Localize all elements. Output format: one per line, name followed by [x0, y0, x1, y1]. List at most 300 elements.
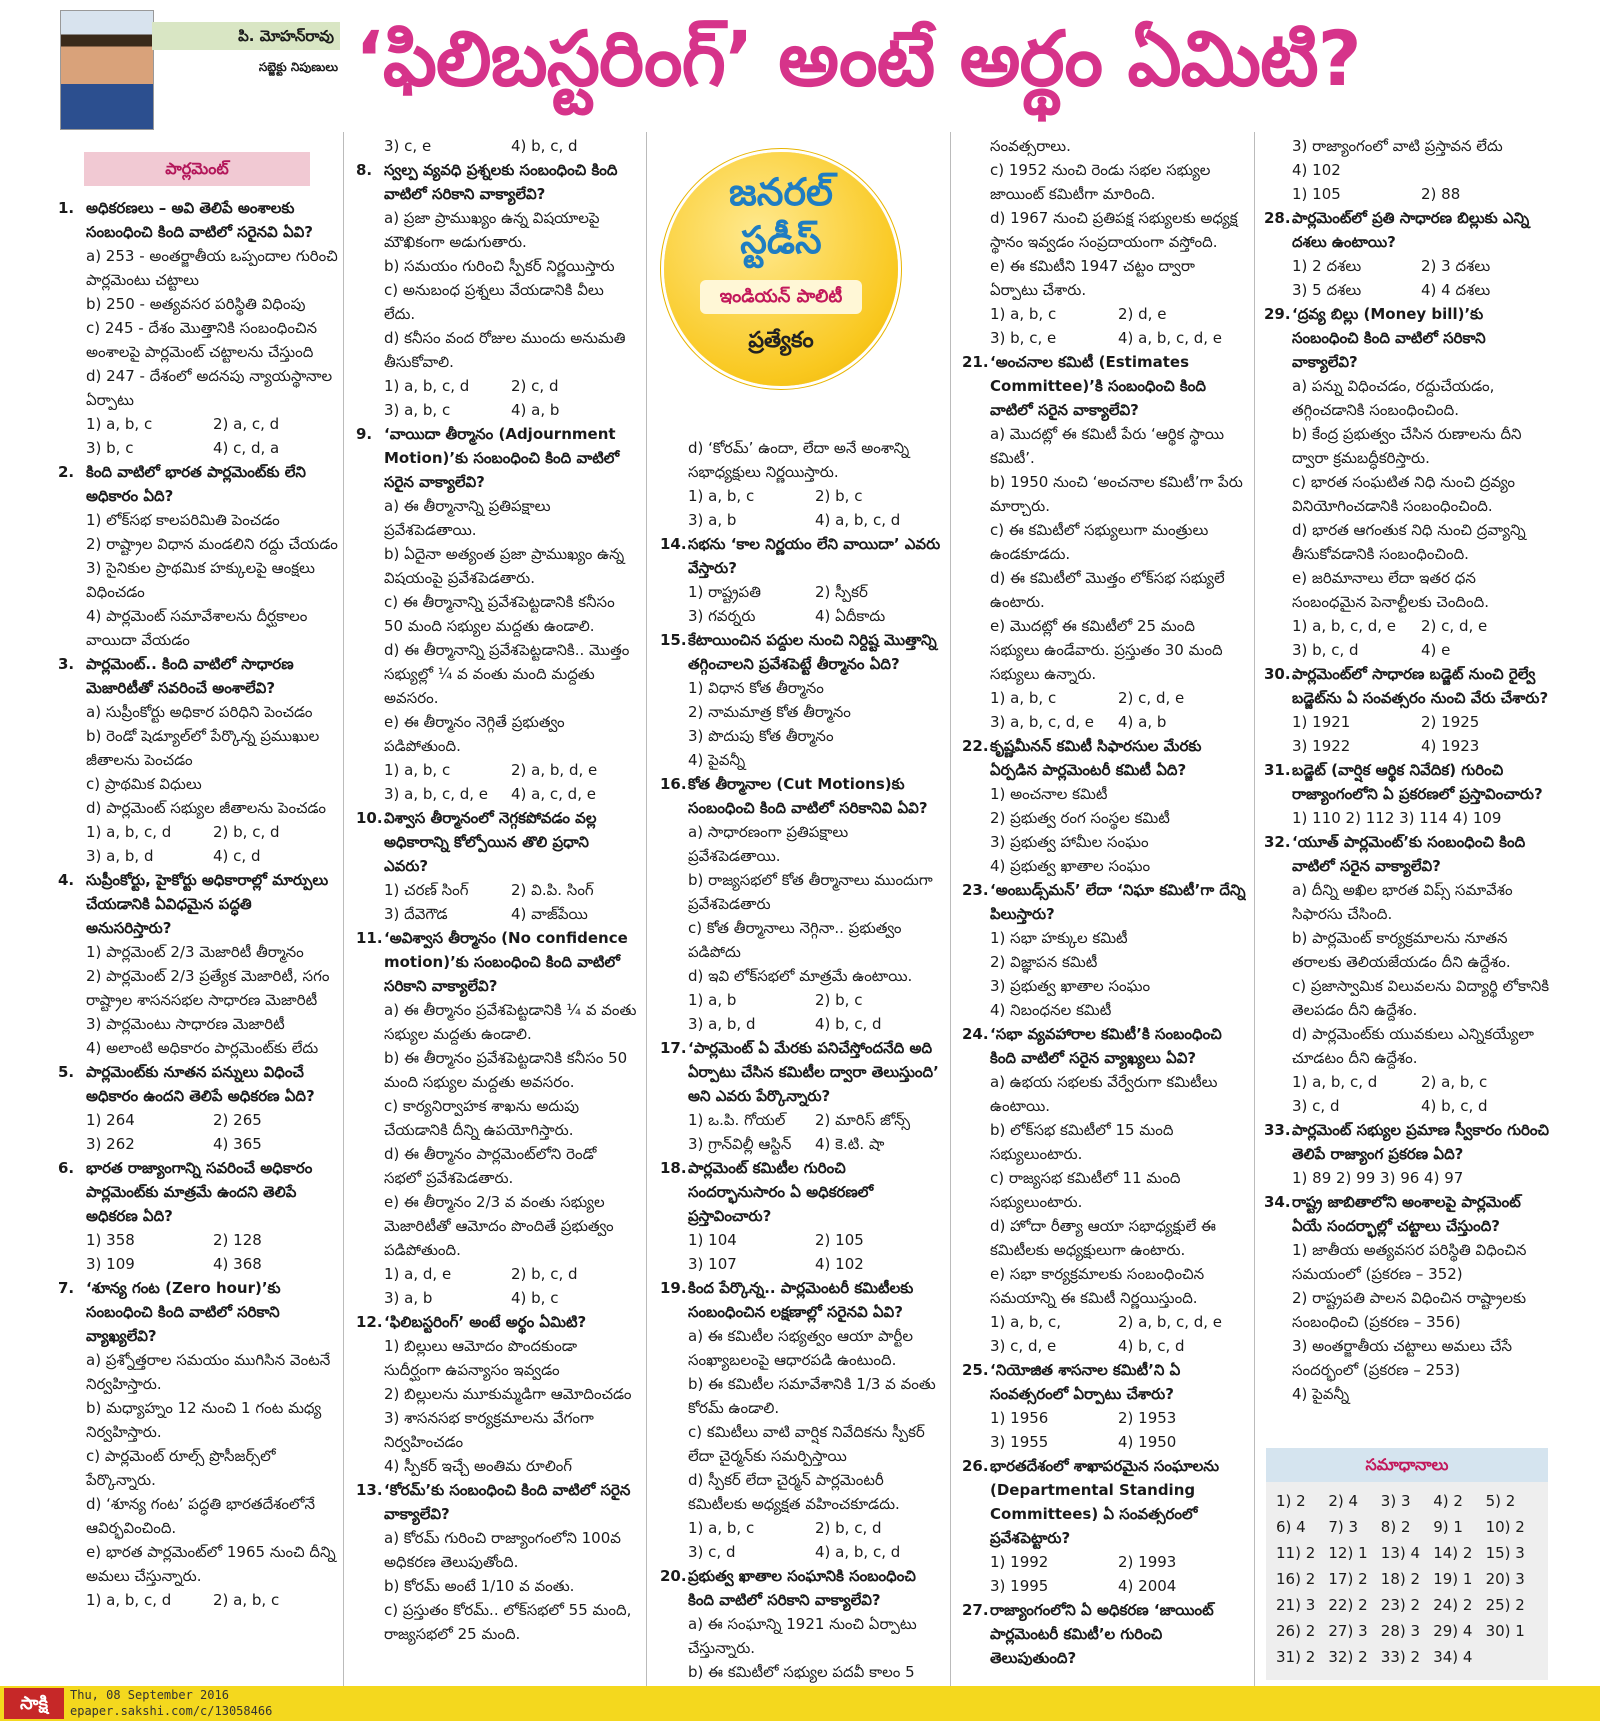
answer-choice: 1) ఒ.పి. గోయల్	[688, 1111, 786, 1129]
question-block	[1264, 134, 1550, 206]
question-number: 6.	[58, 1159, 75, 1177]
question-column-5	[1264, 134, 1550, 1444]
answer-choice-row	[660, 1012, 942, 1036]
question-option: 3) సైనికుల ప్రాథమిక హక్కులపై ఆంక్షలు విధించడం	[86, 559, 315, 601]
question-number: 22.	[962, 737, 989, 755]
question-column-1	[58, 196, 340, 1686]
answer-choice: 1) a, b, c, d	[86, 1591, 172, 1609]
answer-choice-row	[660, 988, 942, 1012]
answer-choice-row	[356, 758, 638, 782]
answer-choice: 4) c, d, a	[213, 439, 280, 457]
answer-choice-row	[660, 1108, 942, 1132]
answer-choice: 3) a, b, c, d, e	[990, 713, 1095, 731]
question-number: 29.	[1264, 305, 1291, 323]
answer-choice-row	[1264, 1094, 1550, 1118]
answer-key-item: 12) 1	[1328, 1544, 1368, 1562]
answer-choice: 2) c, d	[511, 377, 559, 395]
answer-choice: 2) వి.పి. సింగ్	[511, 881, 594, 899]
answer-key-item: 18) 2	[1380, 1570, 1421, 1588]
question-option: a) ఉభయ సభలకు వేర్వేరుగా కమిటీలు ఉంటాయి.	[990, 1073, 1218, 1115]
answer-choice-row	[356, 1262, 638, 1286]
question-option: 1) జాతీయ అత్యవసర పరిస్థితి విధించిన సమయంలో (ప్రకరణ – 352)	[1292, 1241, 1527, 1283]
question-text: ‘పార్లమెంట్ ఏ మేరకు పనిచేస్తోందనేది అది ఏర్పాటు చేసిన కమిటీల ద్వారా తెలుస్తుంది’ అని ఎవరు పేర్కొన్నారు?	[688, 1039, 939, 1105]
question-number: 11.	[356, 929, 383, 947]
answer-choice: 2) 88	[1421, 185, 1461, 203]
question-text: కృష్ణమీనన్ కమిటీ సిఫారసుల మేరకు ఏర్పడిన పార్లమెంటరీ కమిటీ ఏది?	[990, 737, 1202, 779]
answer-choice-row	[660, 484, 942, 508]
answers-box	[1266, 1448, 1548, 1680]
question-option: 1) 89 2) 99 3) 96 4) 97	[1292, 1169, 1464, 1187]
answer-choice: 1) 1921	[1292, 713, 1351, 731]
answer-choice: 2) a, b, c	[1421, 1073, 1488, 1091]
answer-choice: 1) 358	[86, 1231, 135, 1249]
question-option: 2) నామమాత్ర కోత తీర్మానం	[688, 703, 851, 721]
answer-choice: 1) a, b, c, d	[1292, 1073, 1378, 1091]
answer-key-item: 19) 1	[1433, 1570, 1473, 1588]
answer-choice: 3) దేవెగౌడ	[384, 905, 448, 923]
question-heading	[660, 1564, 942, 1612]
answer-choice-row	[356, 134, 638, 158]
answer-choice: 2) b, c, d	[213, 823, 280, 841]
answer-choice: 3) b, c, d	[1292, 641, 1359, 659]
question-option: 1) బిల్లులు ఆమోదం పొందకుండా సుదీర్ఘంగా ఉపన్యాసం ఇవ్వడం	[384, 1337, 577, 1379]
question-text: ‘అంబుడ్స్‌మన్’ లేదా ‘నిఘా కమిటీ’గా దేన్ని పిలుస్తారు?	[990, 881, 1246, 923]
question-option: d) హోదా రీత్యా ఆయా సభాధ్యక్షులే ఈ కమిటీలకు అధ్యక్షులుగా ఉంటారు.	[990, 1217, 1216, 1259]
answer-choice: 4) 1923	[1421, 737, 1480, 755]
answer-choice: 2) మారిస్ జోన్స్	[815, 1111, 911, 1129]
answer-key-item: 3) 3	[1380, 1492, 1411, 1510]
question-heading	[660, 628, 942, 676]
answer-choice: 2) 1993	[1118, 1553, 1177, 1571]
question-heading	[660, 1036, 942, 1108]
question-text: పార్లమెంట్‌లో ప్రతి సాధారణ బిల్లుకు ఎన్ని దశలు ఉంటాయి?	[1292, 209, 1530, 251]
question-text: ‘యూత్ పార్లమెంట్’కు సంబంధించి కింది వాటిలో సరైన వాక్యాలేవి?	[1292, 833, 1526, 875]
question-heading	[660, 772, 942, 820]
question-option: 2) బిల్లులను మూకుమ్మడిగా ఆమోదించడం	[384, 1385, 632, 1403]
answer-choice: 2) a, b, d, e	[511, 761, 598, 779]
answer-choice: 1) 2 దశలు	[1292, 257, 1362, 275]
question-number: 30.	[1264, 665, 1291, 683]
question-block	[356, 158, 638, 422]
question-option: 1) 110 2) 112 3) 114 4) 109	[1292, 809, 1502, 827]
question-heading	[58, 868, 340, 940]
answer-key-item: 17) 2	[1328, 1570, 1368, 1588]
question-number: 4.	[58, 871, 75, 889]
answer-choice: 1) a, b, c	[384, 761, 451, 779]
question-text: కోత తీర్మానాల (Cut Motions)కు సంబంధించి కింది వాటిలో సరికానివి ఏవి?	[688, 775, 928, 817]
answer-choice-row	[962, 1406, 1246, 1430]
question-option: e) ఈ తీర్మానం 2/3 వ వంతు సభ్యుల మెజారిటీతో ఆమోదం పొందితే ప్రభుత్వం పడిపోతుంది.	[384, 1193, 614, 1259]
question-option: 4) పైవన్నీ	[688, 751, 746, 769]
answer-key-item: 34) 4	[1433, 1648, 1473, 1666]
question-option: 1) విధాన కోత తీర్మానం	[688, 679, 824, 697]
footer-url[interactable]: epaper.sakshi.com/c/13058466	[70, 1704, 273, 1718]
answer-choice-row	[962, 326, 1246, 350]
question-option: e) ఈ కమిటీని 1947 చట్టం ద్వారా ఏర్పాటు చేశారు.	[990, 257, 1195, 299]
question-heading	[1264, 302, 1550, 374]
question-option: a) పన్ను విధించడం, రద్దుచేయడం, తగ్గించడానికి సంబంధించింది.	[1292, 377, 1495, 419]
answer-choice-row	[660, 508, 942, 532]
question-block	[962, 1022, 1246, 1358]
question-heading	[58, 196, 340, 244]
question-heading	[962, 1022, 1246, 1070]
question-column-4	[962, 134, 1246, 1686]
question-option: 1) లోక్‌సభ కాలపరిమితి పెంచడం	[86, 511, 280, 529]
header	[0, 0, 1600, 132]
answer-key-item: 1) 2	[1276, 1492, 1306, 1510]
question-block	[660, 1036, 942, 1156]
answer-choice: 1) a, b, c,	[990, 1313, 1061, 1331]
answer-choice: 1) a, b, c	[990, 689, 1057, 707]
question-number: 14.	[660, 535, 687, 553]
answer-choice: 4) 365	[213, 1135, 262, 1153]
question-option: b) రాజ్యసభలో కోత తీర్మానాలు ముందుగా ప్రవేశపెడతారు	[688, 871, 933, 913]
question-number: 9.	[356, 425, 373, 443]
question-heading	[356, 1478, 638, 1526]
answer-key-item: 26) 2	[1276, 1622, 1316, 1640]
answer-key-item: 29) 4	[1433, 1622, 1473, 1640]
question-option: 2) విజ్ఞాపన కమిటీ	[990, 953, 1098, 971]
badge-line-2: స్టడీస్	[740, 218, 822, 262]
question-number: 19.	[660, 1279, 687, 1297]
question-block	[58, 868, 340, 1060]
question-text: స్వల్ప వ్యవధి ప్రశ్నలకు సంబంధించి కింది వాటిలో సరికాని వాక్యాలేవి?	[384, 161, 618, 203]
answer-key-item: 5) 2	[1485, 1492, 1516, 1510]
question-block	[660, 436, 942, 532]
question-block	[1264, 662, 1550, 758]
answer-choice: 1) చరణ్ సింగ్	[384, 881, 469, 899]
answer-choice-row	[58, 1228, 340, 1252]
question-number: 28.	[1264, 209, 1291, 227]
question-option: 3) పార్లమెంటు సాధారణ మెజారిటీ	[86, 1015, 285, 1033]
question-text: పార్లమెంట్‌కు నూతన పన్నులు విధించే అధికారం ఉందని తెలిపే అధికరణ ఏది?	[86, 1063, 315, 1105]
question-block	[660, 1156, 942, 1276]
question-option: a) ప్రశ్నోత్తరాల సమయం ముగిసిన వెంటనే నిర్వహిస్తారు.	[86, 1351, 331, 1393]
question-option: b) 250 - అత్యవసర పరిస్థితి విధింపు	[86, 295, 306, 313]
answer-choice-row	[58, 436, 340, 460]
question-option: 3) అంతర్జాతీయ చట్టాలు అమలు చేసే సందర్భంలో (ప్రకరణ – 253)	[1292, 1337, 1513, 1379]
question-heading	[58, 460, 340, 508]
question-text: కేటాయించిన పద్దుల నుంచి నిర్దిష్ట మొత్తాన్ని తగ్గించాలని ప్రవేశపెట్టే తీర్మానం ఏది?	[688, 631, 937, 673]
question-option: a) మొదట్లో ఈ కమిటీ పేరు ‘ఆర్థిక స్థాయి కమిటీ’.	[990, 425, 1225, 467]
question-option: c) ప్రజాస్వామిక విలువలను విద్యార్థి లోకానికి తెలపడం దీని ఉద్దేశం.	[1292, 977, 1550, 1019]
answer-choice: 4) b, c, d	[511, 137, 578, 155]
answer-choice: 3) b, c	[86, 439, 134, 457]
answer-key-item: 31) 2	[1276, 1648, 1316, 1666]
answer-key-item: 23) 2	[1380, 1596, 1421, 1614]
author-name: పి. మోహన్‌రావు	[152, 22, 340, 50]
question-heading	[962, 878, 1246, 926]
answer-choice: 4) b, c, d	[1118, 1337, 1185, 1355]
question-heading	[1264, 662, 1550, 710]
question-text: ‘వాయిదా తీర్మానం (Adjournment Motion)’కు సంబంధించి కింది వాటిలో సరైన వాక్యాలేవి?	[384, 425, 620, 491]
answer-choice-row	[660, 604, 942, 628]
question-number: 8.	[356, 161, 373, 179]
question-option: d) ఇవి లోక్‌సభలో మాత్రమే ఉంటాయి.	[688, 967, 913, 985]
answer-choice: 3) c, d, e	[990, 1337, 1057, 1355]
question-number: 24.	[962, 1025, 989, 1043]
general-studies-badge	[664, 152, 898, 386]
question-option: b) ఏదైనా అత్యంత ప్రజా ప్రాముఖ్యం ఉన్న విషయంపై ప్రవేశపెడతారు.	[384, 545, 625, 587]
answer-choice: 3) 109	[86, 1255, 135, 1273]
question-option: c) కమిటీలు వాటి వార్షిక నివేదికను స్పీకర్ లేదా చైర్మన్‌కు సమర్పిస్తాయి	[688, 1423, 925, 1465]
question-block	[962, 734, 1246, 878]
answer-choice: 4) a, b, c, d, e	[1118, 329, 1223, 347]
question-number: 33.	[1264, 1121, 1291, 1139]
answer-choice: 4) a, b	[1118, 713, 1167, 731]
answer-choice: 3) 1995	[990, 1577, 1049, 1595]
question-block	[660, 1276, 942, 1564]
answer-choice: 3) a, b, c, d, e	[384, 785, 489, 803]
question-block	[356, 1478, 638, 1646]
question-number: 7.	[58, 1279, 75, 1297]
question-option: b) లోక్‌సభ కమిటీలో 15 మంది సభ్యులుంటారు.	[990, 1121, 1174, 1163]
question-block	[660, 1564, 942, 1684]
question-text: రాష్ట్ర జాబితాలోని అంశాలపై పార్లమెంట్ ఏయే సందర్భాల్లో చట్టాలు చేస్తుంది?	[1292, 1193, 1521, 1235]
answer-choice: 4) a, c, d, e	[511, 785, 596, 803]
question-heading	[356, 422, 638, 494]
answer-choice: 1) 104	[688, 1231, 737, 1249]
question-option: b) ఈ తీర్మానం ప్రవేశపెట్టడానికి కనీసం 50 మంది సభ్యుల మద్దతు అవసరం.	[384, 1049, 628, 1091]
question-block	[962, 878, 1246, 1022]
question-text: పార్లమెంట్.. కింది వాటిలో సాధారణ మెజారిటీతో సవరించే అంశాలేవి?	[86, 655, 294, 697]
question-block	[58, 1276, 340, 1612]
question-heading	[58, 1060, 340, 1108]
question-block	[58, 196, 340, 460]
question-block	[1264, 302, 1550, 662]
answer-key-item: 14) 2	[1433, 1544, 1473, 1562]
question-text: ‘కోరమ్’కు సంబంధించి కింది వాటిలో సరైన వాక్యాలేవి?	[384, 1481, 631, 1523]
answer-choice: 4) a, b, c, d	[815, 1543, 901, 1561]
question-option: 4) పార్లమెంట్ సమావేశాలను దీర్ఘకాలం వాయిదా వేయడం	[86, 607, 308, 649]
question-text: పార్లమెంట్ సభ్యుల ప్రమాణ స్వీకారం గురించి తెలిపే రాజ్యాంగ ప్రకరణ ఏది?	[1292, 1121, 1550, 1163]
question-number: 15.	[660, 631, 687, 649]
question-number: 23.	[962, 881, 989, 899]
question-number: 21.	[962, 353, 989, 371]
question-block	[660, 772, 942, 1036]
answer-choice: 3) a, b, d	[688, 1015, 756, 1033]
answer-choice-row	[1264, 278, 1550, 302]
answer-choice-row	[962, 302, 1246, 326]
answer-key-item: 16) 2	[1276, 1570, 1316, 1588]
answer-choice: 2) 1925	[1421, 713, 1480, 731]
answer-key-item: 6) 4	[1276, 1518, 1306, 1536]
badge-line-4: ప్రత్యేకం	[748, 328, 814, 353]
answer-choice: 2) a, b, c	[213, 1591, 280, 1609]
question-option: 3) పొదుపు కోత తీర్మానం	[688, 727, 834, 745]
question-option: c) భారత సంఘటిత నిధి నుంచి ద్రవ్యం వినియోగించడానికి సంబంధించింది.	[1292, 473, 1516, 515]
answer-key-item: 10) 2	[1485, 1518, 1525, 1536]
answer-choice: 1) a, b	[688, 991, 737, 1009]
question-option: a) సుప్రీంకోర్టు అధికార పరిధిని పెంచడం	[86, 703, 313, 721]
answer-choice: 2) a, b, c, d, e	[1118, 1313, 1223, 1331]
question-option: 3) ప్రభుత్వ హామీల సంఘం	[990, 833, 1149, 851]
question-number: 26.	[962, 1457, 989, 1475]
answer-choice: 4) b, c	[511, 1289, 559, 1307]
question-heading	[660, 532, 942, 580]
question-heading	[1264, 758, 1550, 806]
question-block	[1264, 758, 1550, 830]
answer-choice-row	[58, 412, 340, 436]
question-block	[660, 532, 942, 628]
question-option: 4) స్పీకర్ ఇచ్చే అంతిమ రూలింగ్	[384, 1457, 573, 1475]
question-option: d) భారత ఆగంతుక నిధి నుంచి ద్రవ్యాన్ని తీసుకోవడానికి సంబంధించింది.	[1292, 521, 1526, 563]
question-option: d) ఈ కమిటీలో మొత్తం లోక్‌సభ సభ్యులే ఉంటారు.	[990, 569, 1225, 611]
question-number: 25.	[962, 1361, 989, 1379]
question-heading	[58, 652, 340, 700]
question-option: 1) అంచనాల కమిటీ	[990, 785, 1108, 803]
answer-choice: 2) c, d, e	[1118, 689, 1185, 707]
answer-choice-row	[962, 686, 1246, 710]
column-divider	[343, 132, 344, 1687]
answer-key-item: 27) 3	[1328, 1622, 1368, 1640]
answer-choice: 2) c, d, e	[1421, 617, 1488, 635]
answer-choice: 4) 1950	[1118, 1433, 1177, 1451]
question-number: 34.	[1264, 1193, 1291, 1211]
answer-choice-row	[1264, 734, 1550, 758]
answer-choice-row	[660, 1252, 942, 1276]
question-option: 2) పార్లమెంట్ 2/3 ప్రత్యేక మెజారిటీ, సగం రాష్ట్రాల శాసనసభల సాధారణ మెజారిటీ	[86, 967, 330, 1009]
question-option: c) కోత తీర్మానాలు నెగ్గినా.. ప్రభుత్వం పడిపోదు	[688, 919, 902, 961]
question-block	[962, 134, 1246, 350]
answer-choice: 4) ఏదీకాదు	[815, 607, 886, 625]
question-text: భారత రాజ్యాంగాన్ని సవరించే అధికారం పార్లమెంట్‌కు మాత్రమే ఉందని తెలిపే అధికరణ ఏది?	[86, 1159, 313, 1225]
question-option: e) మొదట్లో ఈ కమిటీలో 25 మంది సభ్యులు ఉండేవారు. ప్రస్తుతం 30 మంది సభ్యులు ఉన్నారు.	[990, 617, 1223, 683]
footer-bar	[0, 1686, 1600, 1721]
answer-choice-row	[660, 1540, 942, 1564]
answer-choice: 4) c, d	[213, 847, 261, 865]
answer-key-item: 21) 3	[1276, 1596, 1316, 1614]
question-number: 16.	[660, 775, 687, 793]
answer-key-item: 11) 2	[1276, 1544, 1316, 1562]
question-option: e) సభా కార్యక్రమాలకు సంబంధించిన సమయాన్ని ఈ కమిటీ నిర్ణయిస్తుంది.	[990, 1265, 1205, 1307]
question-number: 32.	[1264, 833, 1291, 851]
question-option: b) మధ్యాహ్నం 12 నుంచి 1 గంట మధ్య నిర్వహిస్తారు.	[86, 1399, 322, 1441]
answer-key-item: 25) 2	[1485, 1596, 1525, 1614]
question-option: 2) రాష్ట్రాల విధాన మండలిని రద్దు చేయడం	[86, 535, 338, 553]
question-block	[962, 1454, 1246, 1598]
question-option: e) ఈ తీర్మానం నెగ్గితే ప్రభుత్వం పడిపోతుంది.	[384, 713, 565, 755]
answer-choice: 2) 1953	[1118, 1409, 1177, 1427]
question-option: b) 1950 నుంచి ‘అంచనాల కమిటీ’గా పేరు మార్చారు.	[990, 473, 1243, 515]
question-text: ‘ఫిలిబస్టరింగ్’ అంటే అర్థం ఏమిటి?	[384, 1313, 587, 1331]
answer-choice: 1) a, b, c	[86, 415, 153, 433]
question-option: c) అనుబంధ ప్రశ్నలు వేయడానికి వీలు లేదు.	[384, 281, 604, 323]
question-option: d) స్పీకర్ లేదా చైర్మన్ పార్లమెంటరీ కమిటీలకు అధ్యక్షత వహించకూడదు.	[688, 1471, 900, 1513]
answer-key-item: 32) 2	[1328, 1648, 1368, 1666]
answer-choice: 1) 1956	[990, 1409, 1049, 1427]
answer-key-item: 9) 1	[1433, 1518, 1463, 1536]
page-title: ‘ఫిలిబస్టరింగ్’ అంటే అర్థం ఏమిటి?	[355, 14, 1361, 103]
question-text: పార్లమెంట్ కమిటీల గురించి సందర్భానుసారం ఏ అధికరణలో ప్రస్తావించారు?	[688, 1159, 874, 1225]
answer-choice: 3) a, b, d	[86, 847, 154, 865]
question-option: d) ఈ తీర్మానాన్ని ప్రవేశపెట్టడానికి.. మొత్తం సభ్యుల్లో ¼ వ వంతు మంది మద్దతు అవసరం.	[384, 641, 630, 707]
answer-choice: 3) 1955	[990, 1433, 1049, 1451]
answer-choice: 4) కె.టి. షా	[815, 1135, 885, 1153]
question-text: బడ్జెట్ (వార్షిక ఆర్థిక నివేదిక) గురించి రాజ్యాంగంలోని ఏ ప్రకరణలో ప్రస్తావించారు?	[1292, 761, 1543, 803]
question-column-2	[356, 134, 638, 1686]
question-block	[962, 350, 1246, 734]
answer-choice-row	[1264, 638, 1550, 662]
answer-choice: 3) గ్రాన్‌విల్లీ ఆస్టిన్	[688, 1135, 792, 1153]
answer-choice-row	[356, 1286, 638, 1310]
answer-choice: 3) 5 దశలు	[1292, 281, 1362, 299]
answer-choice-row	[1264, 1070, 1550, 1094]
question-block	[962, 1598, 1246, 1670]
answer-choice-row	[1264, 254, 1550, 278]
answer-choice: 1) a, b, c	[990, 305, 1057, 323]
question-number: 2.	[58, 463, 75, 481]
question-text: ‘అవిశ్వాస తీర్మానం (No confidence motion)’కు సంబంధించి కింది వాటిలో సరికాని వాక్యాలేవి?	[384, 929, 628, 995]
answer-key-item: 28) 3	[1380, 1622, 1421, 1640]
question-text: అధికరణలు – అవి తెలిపే అంశాలకు సంబంధించి కింది వాటిలో సరైనవి ఏవి?	[86, 199, 313, 241]
answer-key-item: 2) 4	[1328, 1492, 1359, 1510]
question-number: 13.	[356, 1481, 383, 1499]
question-option: c) ప్రస్తుతం కోరమ్.. లోక్‌సభలో 55 మంది, రాజ్యసభలో 25 మంది.	[384, 1601, 632, 1643]
question-option: d) పార్లమెంట్ సభ్యుల జీతాలను పెంచడం	[86, 799, 327, 817]
answer-choice: 1) a, d, e	[384, 1265, 452, 1283]
question-block	[58, 460, 340, 652]
answer-choice-row	[58, 1132, 340, 1156]
question-heading	[58, 1276, 340, 1348]
question-option: 4) నిబంధనల కమిటీ	[990, 1001, 1112, 1019]
answer-choice-row	[962, 1550, 1246, 1574]
question-option: a) ప్రజా ప్రాముఖ్యం ఉన్న విషయాలపై మౌఖికంగా అడుగుతారు.	[384, 209, 600, 251]
answer-choice: 3) c, d	[1292, 1097, 1340, 1115]
answer-choice: 2) b, c, d	[815, 1519, 882, 1537]
question-option: d) కనీసం వంద రోజుల ముందు అనుమతి తీసుకోవాలి.	[384, 329, 626, 371]
question-option: a) ఈ తీర్మానాన్ని ప్రతిపక్షాలు ప్రవేశపెడతాయి.	[384, 497, 551, 539]
question-option: సంవత్సరాలు.	[990, 137, 1071, 155]
question-number: 20.	[660, 1567, 687, 1585]
question-column-3	[660, 436, 942, 1686]
question-option: b) పార్లమెంట్ కార్యక్రమాలను నూతన తరాలకు తెలియజేయడం దీని ఉద్దేశం.	[1292, 929, 1511, 971]
question-option: b) ఈ కమిటీలో సభ్యుల పదవీ కాలం 5	[688, 1663, 915, 1681]
question-number: 10.	[356, 809, 383, 827]
answer-choice: 3) గవర్నరు	[688, 607, 756, 625]
question-block	[356, 422, 638, 806]
question-heading	[58, 1156, 340, 1228]
question-option: d) పార్లమెంట్‌కు యువకులు ఎన్నికయ్యేలా చూడటం దీని ఉద్దేశం.	[1292, 1025, 1534, 1067]
question-option: c) ఈ కమిటీలో సభ్యులుగా మంత్రులు ఉండకూడదు.	[990, 521, 1209, 563]
column-divider	[646, 132, 647, 1687]
answer-key-item: 20) 3	[1485, 1570, 1525, 1588]
answer-choice-row	[1264, 614, 1550, 638]
answer-choice-row	[356, 878, 638, 902]
badge-line-3: ఇండియన్ పాలిటీ	[700, 280, 862, 314]
question-option: 2) రాష్ట్రపతి పాలన విధించిన రాష్ట్రాలకు సంబంధించి (ప్రకరణ – 356)	[1292, 1289, 1527, 1331]
question-option: c) ఈ తీర్మానాన్ని ప్రవేశపెట్టడానికి కనీసం 50 మంది సభ్యుల మద్దతు ఉండాలి.	[384, 593, 615, 635]
answer-choice-row	[1264, 182, 1550, 206]
answer-key-item: 15) 3	[1485, 1544, 1525, 1562]
question-block	[356, 926, 638, 1310]
question-option: c) 1952 నుంచి రెండు సభల సభ్యుల జాయింట్ కమిటీగా మారింది.	[990, 161, 1211, 203]
answer-choice: 2) b, c, d	[511, 1265, 578, 1283]
answers-grid	[1266, 1482, 1548, 1676]
question-text: ‘ద్రవ్య బిల్లు (Money bill)’కు సంబంధించి కింది వాటిలో సరికాని వాక్యాలేవి?	[1292, 305, 1486, 371]
question-text: రాజ్యాంగంలోని ఏ అధికరణ ‘జాయింట్ పార్లమెంటరీ కమిటీ’ల గురించి తెలుపుతుంది?	[990, 1601, 1214, 1667]
answer-choice: 3) 107	[688, 1255, 737, 1273]
answer-key-item: 13) 4	[1380, 1544, 1421, 1562]
answer-choice: 4) b, c, d	[1421, 1097, 1488, 1115]
author-role: సబ్జెక్టు నిపుణులు	[258, 60, 338, 74]
answer-choice: 4) 4 దశలు	[1421, 281, 1491, 299]
answer-key-item: 30) 1	[1485, 1622, 1525, 1640]
question-option: b) కేంద్ర ప్రభుత్వం చేసిన రుణాలను దీని ద్వారా క్రమబద్ధీకరిస్తారు.	[1292, 425, 1522, 467]
answer-choice: 2) 128	[213, 1231, 262, 1249]
question-block	[58, 652, 340, 868]
question-block	[58, 1060, 340, 1156]
